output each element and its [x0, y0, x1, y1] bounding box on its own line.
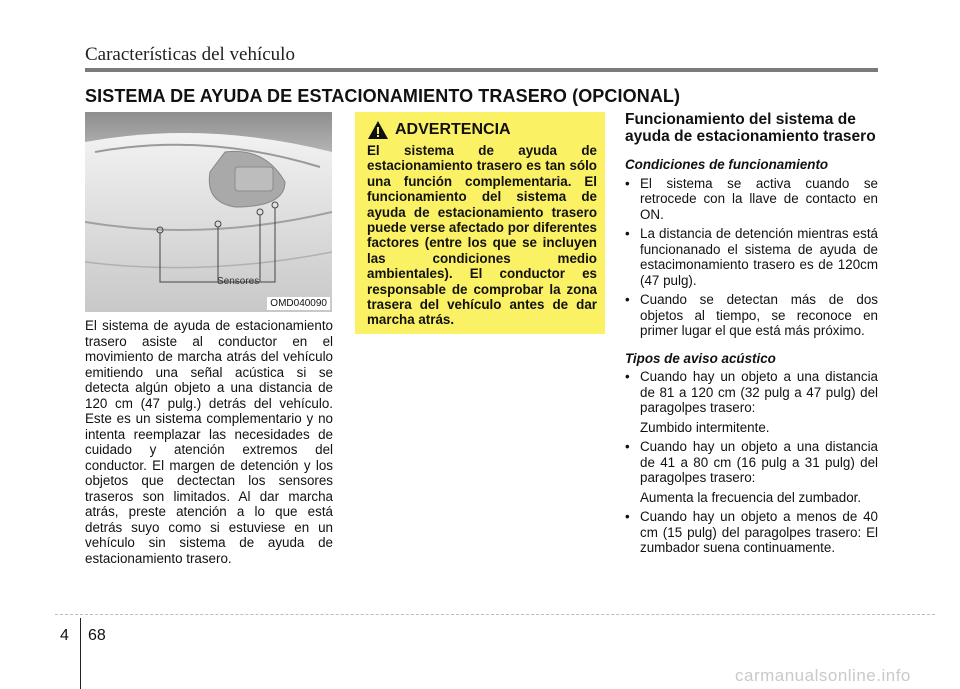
list-item: • La distancia de detención mientras está funcionanado el sistema de ayuda de estacimonamiento trasero es de 120cm (47 pulg).	[625, 226, 878, 288]
bullet: •	[625, 175, 630, 191]
bullet: •	[625, 292, 630, 307]
header-rule	[85, 68, 878, 72]
list-item: • Cuando hay un objeto a menos de 40 cm (15 pulg) del paragolpes trasero: El zumbador suena continuamente.	[625, 509, 878, 555]
alert-note: Zumbido intermitente.	[640, 419, 770, 435]
warning-box	[355, 112, 605, 334]
warning-text: El sistema de ayuda de estacionamiento trasero es tan sólo una función complementaria. El funcionamiento del sistema de ayuda de estacionamiento trasero puede verse afectado por diferentes factores (entre los que se incluyen las condiciones medio ambientales). El conductor es responsable de comprobar la zona trasera del vehículo antes de dar marcha atrás.	[367, 143, 597, 328]
operation-title: Funcionamiento del sistema de ayuda de estacionamiento trasero	[625, 111, 876, 145]
list-item: • Cuando hay un objeto a una distancia de 41 a 80 cm (16 pulg a 31 pulg) del paragolpes trasero:	[625, 439, 878, 485]
watermark: carmanualsonline.info	[735, 666, 911, 685]
alert-note: Aumenta la frecuencia del zumbador.	[640, 489, 862, 505]
page-number-rule	[80, 618, 81, 689]
conditions-list	[625, 176, 878, 339]
alerts-subtitle: Tipos de aviso acústico	[625, 350, 776, 366]
chapter-number: 4	[60, 627, 69, 644]
chapter-title: Características del vehículo	[85, 44, 295, 65]
bullet: •	[625, 226, 630, 241]
section-title: SISTEMA DE AYUDA DE ESTACIONAMIENTO TRASERO (OPCIONAL)	[85, 86, 681, 106]
sensors-callout-label: Sensores	[217, 276, 260, 287]
list-item: • Cuando hay un objeto a una distancia de 81 a 120 cm (32 pulg a 47 pulg) del paragolpes trasero:	[625, 369, 878, 415]
rear-bumper-illustration	[85, 112, 332, 312]
warning-header	[367, 120, 597, 140]
alerts-list	[625, 369, 878, 556]
page-number: 68	[88, 627, 106, 644]
conditions-subtitle: Condiciones de funcionamiento	[625, 157, 829, 172]
bullet: •	[625, 369, 630, 384]
car-rear-drawing	[85, 112, 332, 312]
operation-section	[625, 111, 878, 560]
bullet: •	[625, 509, 630, 524]
bullet: •	[625, 439, 630, 454]
footer-divider	[55, 614, 935, 615]
list-item: • El sistema se activa cuando se retrocede con la llave de contacto en ON.	[625, 175, 878, 222]
intro-paragraph: El sistema de ayuda de estacionamiento trasero asiste al conductor en el movimiento de marcha atrás del vehículo emitiendo una señal acústica si se detecta algún objeto a una distancia de 120 cm (47 pulg.) detrás del vehículo. Este es un sistema complementario y no intenta reemplazar las necesidades de cuidado y atención extremos del conductor. El margen de detención y los objetos que dectectan los sensores traseros son limitados. Al dar marcha atrás, preste atención a lo que está detrás suyo como si estuviese en un vehículo sin sistema de ayuda de estacionamiento trasero.	[85, 318, 333, 566]
warning-icon	[367, 120, 389, 140]
warning-title: ADVERTENCIA	[395, 121, 511, 138]
list-item: • Cuando se detectan más de dos objetos al tiempo, se reconoce en primer lugar el que está más próximo.	[625, 292, 878, 338]
figure-code: OMD040090	[267, 297, 330, 310]
